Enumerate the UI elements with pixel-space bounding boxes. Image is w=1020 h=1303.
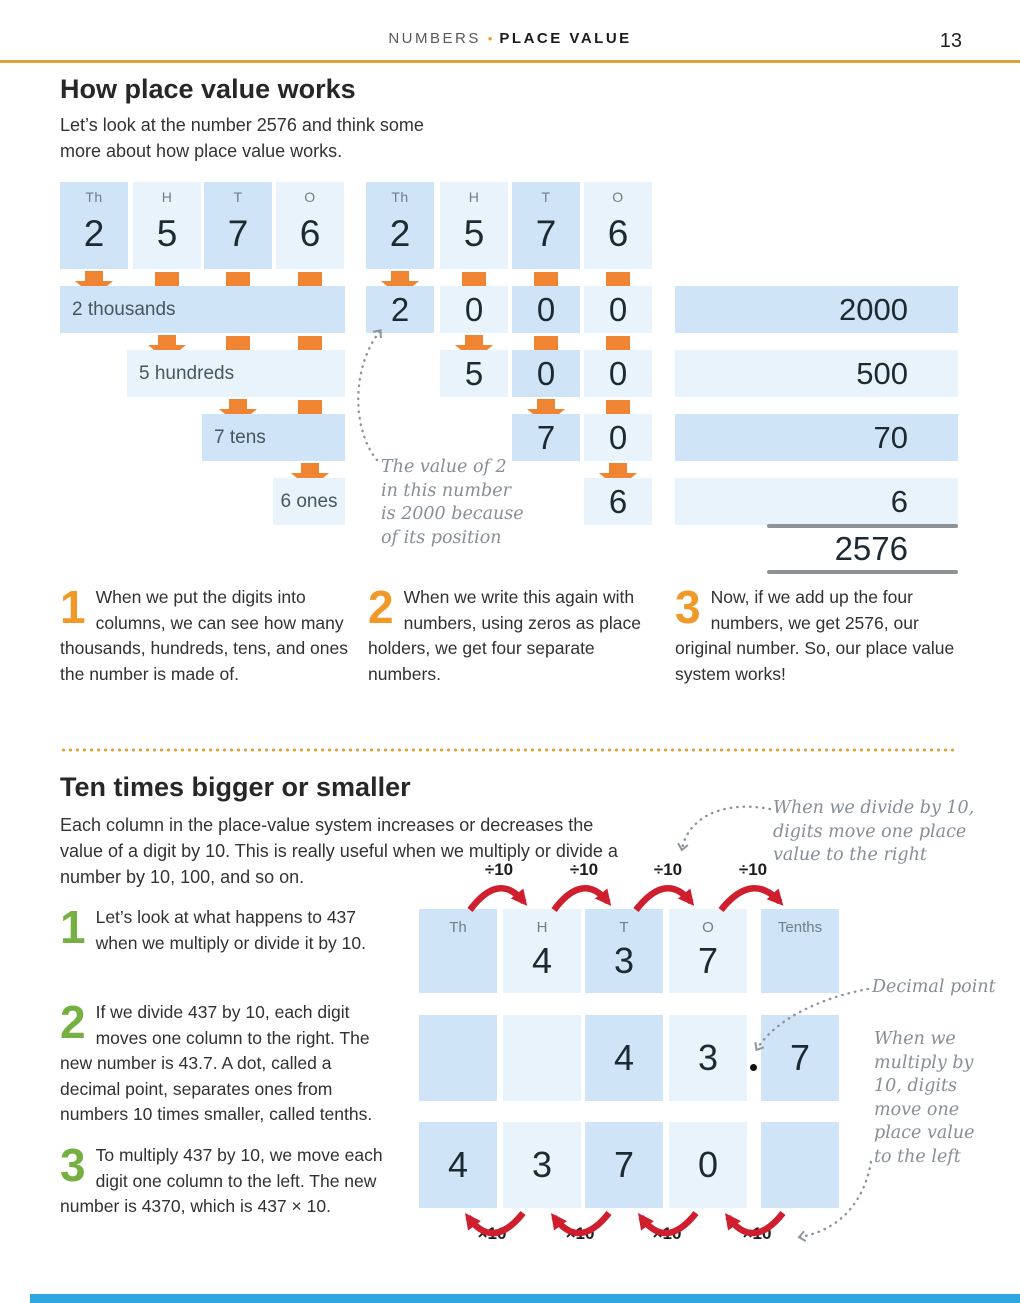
digit-cell: 4 [419,1122,497,1208]
column-digit: 7 [697,939,719,981]
digit-cell: 0 [584,350,652,397]
annotation-line: When we divide by 10, [773,798,975,818]
digit-cell: 0 [669,1122,747,1208]
step-number: 2 [60,996,86,1048]
place-column-header [669,909,747,993]
place-column-header [584,182,652,269]
column-digit: 5 [463,213,485,254]
sum-rule [767,524,958,528]
multiply-by-10-label: ×10 [477,1224,507,1243]
step-number: 3 [60,1139,86,1191]
chapter-label: NUMBERS [388,30,481,47]
annotation-line: in this number [381,480,511,501]
step-number: 1 [60,901,86,953]
column-label: O [612,189,624,205]
annotation-line: The value of 2 [381,457,507,477]
digit-cell: 3 [669,1015,747,1101]
digit-cell: 7 [585,1122,663,1208]
column-digit: 4 [531,939,553,981]
step-1 [60,581,352,687]
place-column-header [419,909,497,993]
column-label: H [536,919,548,936]
column-digit: 5 [156,213,178,254]
annotation-line: move one [874,1099,960,1120]
annotation-divide [773,797,974,868]
column-label: T [541,189,551,205]
value-row: 2 thousands [60,286,345,333]
digit-cell: 3 [503,1122,581,1208]
place-column-header [503,909,581,993]
header-rule [0,60,1020,63]
place-column-header [133,182,201,269]
divide-by-10-label: ÷10 [569,860,599,879]
annotation-line: value to the right [773,845,927,865]
section1-title: How place value works [60,74,356,104]
annotation-line: multiply by [874,1052,974,1073]
digit-cell: 2 [366,286,434,333]
step-text: To multiply 437 by 10, we move each digit one column to the left. The new number is 4370, which is 437 × 10. [60,1145,383,1216]
annotation-line: to the left [874,1146,961,1167]
page-number: 13 [939,30,962,52]
digit-cell: 6 [584,478,652,525]
column-label: Th [85,189,103,205]
section1-intro: Let’s look at the number 2576 and think some more about how place value works. [60,115,424,161]
column-digit: 7 [227,213,249,254]
sum-row: 500 [675,350,958,397]
column-label: T [619,919,629,936]
annotation-line: 10, digits [874,1076,958,1096]
diagram-sum [675,182,958,582]
value-row: 7 tens [202,414,345,461]
place-column-header [276,182,344,269]
multiply-by-10-label: ×10 [565,1224,595,1243]
place-column-header [204,182,272,269]
step-text: If we divide 437 by 10, each digit moves one column to the right. The new number is 43.7. A dot, called a decimal point, separates ones from numbers 10 times smaller, called tenths. [60,1002,373,1124]
topic-label: PLACE VALUE [499,30,632,47]
annotation-decimal-point: Decimal point [872,977,996,997]
step-3 [60,1139,390,1220]
digit-cell: 0 [512,286,580,333]
step-number: 3 [675,581,701,633]
place-column-header [366,182,434,269]
sum-row: 6 [675,478,958,525]
column-label: T [233,189,243,205]
multiply-by-10-label: ×10 [742,1224,772,1243]
step-text: Let’s look at what happens to 437 when we multiply or divide it by 10. [95,907,366,953]
digit-cell: 4 [585,1015,663,1101]
column-label: Tenths [777,919,823,936]
column-label: Th [391,189,409,205]
column-digit: 6 [607,213,629,254]
step-number: 2 [368,581,394,633]
step-text: When we write this again with numbers, using zeros as place holders, we get four separate numbers. [368,587,641,684]
column-digit: 6 [299,213,321,254]
step-text: Now, if we add up the four numbers, we get 2576, our original number. So, our place value system works! [675,587,955,684]
step-1 [60,901,390,956]
divide-by-10-label: ÷10 [653,860,683,879]
sum-row: 2000 [675,286,958,333]
digit-cell: 0 [584,286,652,333]
breadcrumb [388,30,631,47]
column-label: O [702,919,714,936]
column-digit: 2 [389,213,411,254]
digit-cell: 7 [512,414,580,461]
annotation-line: place value [874,1123,975,1143]
annotation-value-of-2 [381,456,524,550]
digit-cell: 5 [440,350,508,397]
sum-rule [767,570,958,574]
place-column-header [585,909,663,993]
column-digit: 3 [613,939,635,981]
multiply-by-10-label: ×10 [652,1224,682,1243]
column-label: H [161,189,173,205]
place-column-header [512,182,580,269]
annotation-line: is 2000 because [381,504,524,524]
step-2 [368,581,664,687]
bullet-icon: • [487,31,493,46]
column-digit: 2 [83,213,105,254]
page-edge-bar [30,1294,1020,1303]
value-row: 5 hundreds [127,350,345,397]
annotation-line: of its position [381,527,502,548]
digit-cell: 7 [761,1015,839,1101]
step-text: When we put the digits into columns, we can see how many thousands, hundreds, tens, and ones the number is made of. [60,587,348,684]
diagram-columns-words [60,182,345,525]
divide-by-10-label: ÷10 [484,860,514,879]
sum-row: 70 [675,414,958,461]
section-divider [60,748,958,752]
column-label: O [304,189,316,205]
step-number: 1 [60,581,86,633]
divide-by-10-label: ÷10 [738,860,768,879]
step-3 [675,581,965,687]
decimal-point-dot [750,1064,757,1071]
value-row: 6 ones [273,478,345,525]
digit-cell [419,1015,497,1101]
column-digit: 7 [535,213,557,254]
digit-cell [761,1122,839,1208]
place-column-header [761,909,839,993]
column-label: Th [449,919,467,936]
step-2 [60,996,390,1128]
annotation-multiply [874,1028,975,1169]
annotation-line: When we [874,1029,956,1049]
diagram-shift-grid [419,909,840,1209]
section2-title: Ten times bigger or smaller [60,772,411,802]
section2-intro: Each column in the place-value system increases or decreases the value of a digit by 10. This is really useful when we multiply or divide a number by 10, 100, and so on. [60,815,618,887]
digit-cell: 0 [584,414,652,461]
digit-cell: 0 [512,350,580,397]
annotation-line: digits move one place [773,821,967,842]
sum-total: 2576 [834,530,908,567]
digit-cell [503,1015,581,1101]
page-header [0,30,1020,56]
place-column-header [60,182,128,269]
place-column-header [440,182,508,269]
digit-cell: 0 [440,286,508,333]
column-label: H [468,189,480,205]
